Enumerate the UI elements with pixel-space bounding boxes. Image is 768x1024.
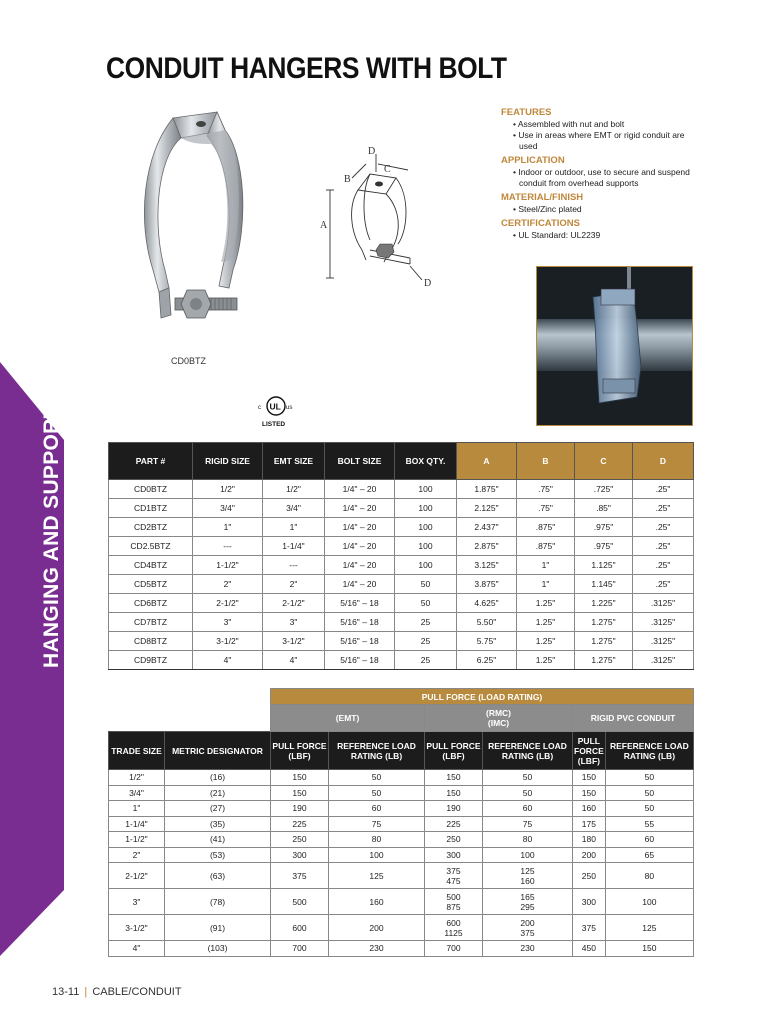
table-cell: (53) <box>165 847 271 863</box>
table-cell: CD2.5BTZ <box>109 537 193 556</box>
table-cell: 80 <box>329 832 425 848</box>
product-code: CD0BTZ <box>171 356 207 366</box>
table-cell: 150 <box>573 770 606 786</box>
col-trade-size: TRADE SIZE <box>109 732 165 770</box>
col-pvc-pull: PULL FORCE (LBF) <box>573 732 606 770</box>
table-cell: 3/4" <box>263 499 325 518</box>
product-photo <box>125 110 265 345</box>
table-row <box>109 832 694 848</box>
load-rating-table <box>108 688 694 957</box>
table-cell: 60 <box>329 801 425 817</box>
table-cell: 150 <box>271 770 329 786</box>
table-cell: 700 <box>425 941 483 957</box>
table-cell: 450 <box>573 941 606 957</box>
table-cell: 1" <box>263 518 325 537</box>
table-cell: 3-1/2" <box>109 915 165 941</box>
application-heading: APPLICATION <box>501 155 565 166</box>
ul-listed: LISTED <box>262 421 286 428</box>
table-cell: 230 <box>329 941 425 957</box>
table-cell: 1.25" <box>517 651 575 670</box>
ul-text: UL <box>269 401 281 412</box>
table-cell: 175 <box>573 816 606 832</box>
col-pvc-ref: REFERENCE LOAD RATING (LB) <box>605 732 693 770</box>
table-cell: 100 <box>483 847 573 863</box>
footer-separator: | <box>84 986 88 998</box>
table-cell: CD9BTZ <box>109 651 193 670</box>
table-cell: 1/4" – 20 <box>325 499 395 518</box>
page-number: 13-11 <box>52 986 80 998</box>
table-cell: 165 295 <box>483 889 573 915</box>
col-bolt-size: BOLT SIZE <box>325 443 395 480</box>
table-cell: 1/2" <box>193 480 263 499</box>
table-cell: .25" <box>633 518 694 537</box>
table-cell: 1" <box>193 518 263 537</box>
table-row <box>109 651 694 670</box>
table-cell: 100 <box>395 480 457 499</box>
diagram-label-c: C <box>384 164 391 175</box>
table-row <box>109 847 694 863</box>
table-cell: 65 <box>605 847 693 863</box>
col-emt-ref: REFERENCE LOAD RATING (LB) <box>329 732 425 770</box>
table-cell: 300 <box>573 889 606 915</box>
table-cell: 60 <box>483 801 573 817</box>
table-cell: 150 <box>573 785 606 801</box>
table-row <box>109 594 694 613</box>
table-cell: .875" <box>517 518 575 537</box>
certifications-item: • UL Standard: UL2239 <box>513 230 601 240</box>
dimension-diagram <box>318 140 438 290</box>
table-cell: 225 <box>425 816 483 832</box>
table-cell: 180 <box>573 832 606 848</box>
table-row <box>109 915 694 941</box>
features-item: • Use in areas where EMT or rigid conduit are used <box>513 130 685 151</box>
table-row <box>109 816 694 832</box>
table-cell: 600 <box>271 915 329 941</box>
table-cell: 50 <box>605 770 693 786</box>
table-cell: 50 <box>329 785 425 801</box>
table-row <box>109 518 694 537</box>
parts-table <box>108 442 694 670</box>
table-cell: 25 <box>395 613 457 632</box>
table-cell: CD0BTZ <box>109 480 193 499</box>
pull-force-group-header: PULL FORCE (LOAD RATING) <box>271 689 694 705</box>
table-cell: 250 <box>425 832 483 848</box>
table-cell: 125 <box>329 863 425 889</box>
table-row <box>109 863 694 889</box>
table-cell: CD8BTZ <box>109 632 193 651</box>
table-cell: 150 <box>271 785 329 801</box>
installation-photo <box>536 266 693 426</box>
table-cell: CD6BTZ <box>109 594 193 613</box>
table-cell: CD5BTZ <box>109 575 193 594</box>
table-cell: 200 <box>573 847 606 863</box>
section-name: CABLE/CONDUIT <box>92 986 182 998</box>
table-cell: 60 <box>605 832 693 848</box>
table-cell: 4" <box>109 941 165 957</box>
table-cell: 150 <box>605 941 693 957</box>
table-cell: .3125" <box>633 651 694 670</box>
col-emt-size: EMT SIZE <box>263 443 325 480</box>
table-row <box>109 632 694 651</box>
table-cell: (103) <box>165 941 271 957</box>
table-cell: 80 <box>483 832 573 848</box>
table-cell: .975" <box>575 518 633 537</box>
table-cell: 3" <box>263 613 325 632</box>
table-cell: 160 <box>329 889 425 915</box>
table-cell: (78) <box>165 889 271 915</box>
table-cell: 3/4" <box>193 499 263 518</box>
table-cell: .25" <box>633 480 694 499</box>
table-cell: .75" <box>517 499 575 518</box>
ul-us: us <box>286 405 293 411</box>
specifications <box>501 104 701 241</box>
ul-c: c <box>258 405 261 411</box>
table-cell: (41) <box>165 832 271 848</box>
table-cell: 2.125" <box>457 499 517 518</box>
col-rigid-size: RIGID SIZE <box>193 443 263 480</box>
table-cell: .25" <box>633 537 694 556</box>
table-cell: 2.875" <box>457 537 517 556</box>
table-row <box>109 941 694 957</box>
table-cell: 1.875" <box>457 480 517 499</box>
table-cell: 3.125" <box>457 556 517 575</box>
table-cell: .25" <box>633 556 694 575</box>
application-item: • Indoor or outdoor, use to secure and suspend conduit from overhead supports <box>513 167 690 188</box>
table-cell: 1-1/4" <box>109 816 165 832</box>
table-cell: 3-1/2" <box>263 632 325 651</box>
table-cell: (35) <box>165 816 271 832</box>
table-row <box>109 556 694 575</box>
table-cell: 2" <box>263 575 325 594</box>
table-cell: 190 <box>271 801 329 817</box>
col-box-qty: BOX QTY. <box>395 443 457 480</box>
table-cell: 1.145" <box>575 575 633 594</box>
col-c: C <box>575 443 633 480</box>
table-cell: 3/4" <box>109 785 165 801</box>
table-cell: 1.275" <box>575 651 633 670</box>
table-cell: 100 <box>605 889 693 915</box>
table-cell: 375 475 <box>425 863 483 889</box>
table-cell: (63) <box>165 863 271 889</box>
table-cell: (91) <box>165 915 271 941</box>
table-cell: .25" <box>633 499 694 518</box>
table-cell: .3125" <box>633 632 694 651</box>
table-cell: 50 <box>329 770 425 786</box>
table-cell: 3" <box>193 613 263 632</box>
table-cell: --- <box>193 537 263 556</box>
table-cell: 250 <box>271 832 329 848</box>
pvc-header: RIGID PVC CONDUIT <box>573 705 694 732</box>
table-cell: 25 <box>395 632 457 651</box>
table-cell: .3125" <box>633 613 694 632</box>
table-cell: 200 <box>329 915 425 941</box>
table-cell: 50 <box>483 785 573 801</box>
table-cell: 1/4" – 20 <box>325 518 395 537</box>
table-cell: 1" <box>109 801 165 817</box>
table-cell: .75" <box>517 480 575 499</box>
table-cell: 3.875" <box>457 575 517 594</box>
table-cell: 250 <box>573 863 606 889</box>
table-cell: 3-1/2" <box>193 632 263 651</box>
table-cell: 6.25" <box>457 651 517 670</box>
table-cell: 300 <box>271 847 329 863</box>
table-cell: 1.275" <box>575 632 633 651</box>
table-cell: 375 <box>271 863 329 889</box>
table-cell: 2.437" <box>457 518 517 537</box>
table-cell: 1/2" <box>109 770 165 786</box>
diagram-label-d-top: D <box>368 146 376 157</box>
table-cell: 50 <box>395 575 457 594</box>
material-item: • Steel/Zinc plated <box>513 204 582 214</box>
table-cell: (27) <box>165 801 271 817</box>
emt-header: (EMT) <box>271 705 425 732</box>
table-cell: 500 875 <box>425 889 483 915</box>
col-rmc-pull: PULL FORCE (LBF) <box>425 732 483 770</box>
rmc-imc-header: (RMC) (IMC) <box>425 705 573 732</box>
table-cell: 4" <box>193 651 263 670</box>
table-row <box>109 770 694 786</box>
table-cell: --- <box>263 556 325 575</box>
table-cell: 190 <box>425 801 483 817</box>
table-cell: 2-1/2" <box>109 863 165 889</box>
features-item: • Assembled with nut and bolt <box>513 119 625 129</box>
table-cell: 1.25" <box>517 613 575 632</box>
diagram-label-a: A <box>320 220 328 231</box>
table-cell: 1/4" – 20 <box>325 556 395 575</box>
table-cell: .875" <box>517 537 575 556</box>
table-cell: 100 <box>395 518 457 537</box>
col-metric-designator: METRIC DESIGNATOR <box>165 732 271 770</box>
col-d: D <box>633 443 694 480</box>
side-tab-label: HANGING AND SUPPORT <box>40 405 63 668</box>
col-part: PART # <box>109 443 193 480</box>
table-cell: 5.75" <box>457 632 517 651</box>
table-cell: 1.25" <box>517 594 575 613</box>
col-b: B <box>517 443 575 480</box>
table-cell: 75 <box>329 816 425 832</box>
table-cell: 5/16" – 18 <box>325 632 395 651</box>
table-cell: 50 <box>395 594 457 613</box>
table-row <box>109 613 694 632</box>
table-cell: 1.125" <box>575 556 633 575</box>
table-cell: 100 <box>395 499 457 518</box>
table-row <box>109 575 694 594</box>
table-cell: 2" <box>109 847 165 863</box>
table-cell: 50 <box>605 801 693 817</box>
table-row <box>109 480 694 499</box>
table-cell: (21) <box>165 785 271 801</box>
col-emt-pull: PULL FORCE (LBF) <box>271 732 329 770</box>
table-cell: 600 1125 <box>425 915 483 941</box>
table-cell: 5/16" – 18 <box>325 613 395 632</box>
table-cell: 50 <box>605 785 693 801</box>
table-row <box>109 785 694 801</box>
table-cell: 100 <box>395 537 457 556</box>
table-cell: 1.25" <box>517 632 575 651</box>
table-cell: 500 <box>271 889 329 915</box>
table-cell: 5/16" – 18 <box>325 651 395 670</box>
page-title: CONDUIT HANGERS WITH BOLT <box>106 52 507 85</box>
table-cell: CD7BTZ <box>109 613 193 632</box>
table-cell: 300 <box>425 847 483 863</box>
table-cell: 125 <box>605 915 693 941</box>
diagram-label-b: B <box>344 174 351 185</box>
col-a: A <box>457 443 517 480</box>
table-cell: 2" <box>193 575 263 594</box>
table-cell: .725" <box>575 480 633 499</box>
table-cell: CD1BTZ <box>109 499 193 518</box>
table-row <box>109 889 694 915</box>
table-row <box>109 499 694 518</box>
table-cell: 1-1/2" <box>193 556 263 575</box>
table-cell: 1-1/4" <box>263 537 325 556</box>
table-cell: 1.275" <box>575 613 633 632</box>
table-cell: 75 <box>483 816 573 832</box>
table-cell: 100 <box>395 556 457 575</box>
diagram-label-d-bottom: D <box>424 278 432 289</box>
table-cell: .25" <box>633 575 694 594</box>
table-cell: 150 <box>425 770 483 786</box>
ul-listed-mark <box>256 393 296 429</box>
table-cell: 25 <box>395 651 457 670</box>
table-cell: 5/16" – 18 <box>325 594 395 613</box>
table-cell: 1/2" <box>263 480 325 499</box>
parts-table-header <box>109 443 694 480</box>
table-cell: 2-1/2" <box>193 594 263 613</box>
certifications-heading: CERTIFICATIONS <box>501 218 580 229</box>
table-cell: .3125" <box>633 594 694 613</box>
table-cell: 4.625" <box>457 594 517 613</box>
table-cell: CD2BTZ <box>109 518 193 537</box>
table-cell: 375 <box>573 915 606 941</box>
table-cell: 1-1/2" <box>109 832 165 848</box>
table-cell: 125 160 <box>483 863 573 889</box>
table-cell: 1/4" – 20 <box>325 575 395 594</box>
table-cell: 160 <box>573 801 606 817</box>
table-cell: 80 <box>605 863 693 889</box>
table-cell: 230 <box>483 941 573 957</box>
table-cell: 55 <box>605 816 693 832</box>
table-cell: 50 <box>483 770 573 786</box>
table-cell: 2-1/2" <box>263 594 325 613</box>
features-heading: FEATURES <box>501 107 552 118</box>
table-cell: 4" <box>263 651 325 670</box>
table-cell: (16) <box>165 770 271 786</box>
material-heading: MATERIAL/FINISH <box>501 192 584 203</box>
table-cell: 1.225" <box>575 594 633 613</box>
table-row <box>109 537 694 556</box>
table-cell: 5.50" <box>457 613 517 632</box>
table-cell: 200 375 <box>483 915 573 941</box>
table-cell: 150 <box>425 785 483 801</box>
table-cell: 1" <box>517 556 575 575</box>
page-footer <box>52 986 182 998</box>
table-cell: 700 <box>271 941 329 957</box>
table-cell: 100 <box>329 847 425 863</box>
col-rmc-ref: REFERENCE LOAD RATING (LB) <box>483 732 573 770</box>
table-cell: CD4BTZ <box>109 556 193 575</box>
table-cell: 1" <box>517 575 575 594</box>
table-row <box>109 801 694 817</box>
table-cell: 1/4" – 20 <box>325 537 395 556</box>
table-cell: .975" <box>575 537 633 556</box>
table-cell: 3" <box>109 889 165 915</box>
table-cell: 1/4" – 20 <box>325 480 395 499</box>
table-cell: .85" <box>575 499 633 518</box>
table-cell: 225 <box>271 816 329 832</box>
